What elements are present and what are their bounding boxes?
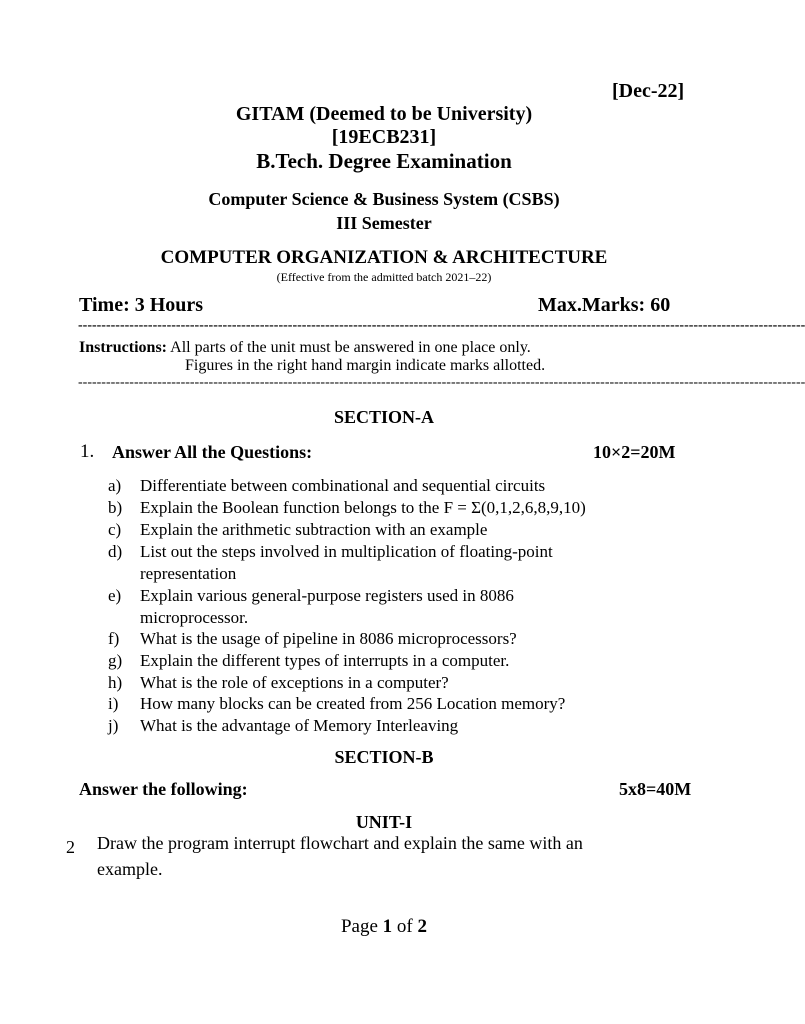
question-label: h): [108, 673, 123, 692]
question-2-line2: example.: [97, 859, 163, 879]
question-label: a): [108, 476, 122, 495]
university-name: GITAM (Deemed to be University): [235, 103, 533, 125]
question-text: Explain various general-purpose registers used in 8086: [140, 586, 514, 605]
question-1-number: 1.: [80, 441, 95, 462]
max-marks: Max.Marks: 60: [538, 294, 671, 316]
unit-title: UNIT-I: [355, 812, 413, 832]
course-code: [19ECB231]: [331, 126, 437, 148]
exam-time: Time: 3 Hours: [79, 294, 204, 316]
question-label: f): [108, 629, 120, 648]
page-number: [0, 916, 768, 938]
question-label: e): [108, 586, 122, 605]
question-label: b): [108, 498, 123, 517]
question-label: d): [108, 542, 123, 561]
page-prefix: Page: [340, 916, 383, 937]
question-2-number: 2: [66, 837, 75, 857]
degree-title: B.Tech. Degree Examination: [256, 149, 512, 173]
question-label: c): [108, 520, 122, 539]
separator-bottom: ------------------------------------------------------------------------------------------------------------------------------------------------------------: [78, 375, 805, 390]
question-item-e: [108, 585, 708, 629]
section-b-title: SECTION-B: [334, 747, 434, 767]
question-label: j): [108, 716, 119, 735]
question-text-continued: representation: [140, 564, 237, 583]
question-text: Explain the arithmetic subtraction with an example: [140, 520, 488, 539]
section-a-title: SECTION-A: [333, 407, 435, 427]
semester: III Semester: [336, 213, 432, 233]
question-text: List out the steps involved in multiplication of floating-point: [140, 542, 553, 561]
question-text: Explain the different types of interrupts in a computer.: [140, 651, 510, 670]
question-text: What is the usage of pipeline in 8086 microprocessors?: [140, 629, 517, 648]
instructions-line1: [79, 339, 531, 357]
question-text: Explain the Boolean function belongs to the F = Σ(0,1,2,6,8,9,10): [140, 498, 586, 517]
question-text: What is the advantage of Memory Interleaving: [140, 716, 459, 735]
question-text: What is the role of exceptions in a computer?: [140, 673, 449, 692]
question-label: i): [108, 694, 119, 713]
question-item-d: [108, 541, 708, 585]
section-b-marks: 5x8=40M: [619, 779, 692, 799]
question-label: g): [108, 651, 123, 670]
question-text-continued: microprocessor.: [140, 608, 249, 627]
question-1-heading: Answer All the Questions:: [112, 442, 313, 462]
page-middle: of: [392, 916, 418, 937]
instructions-label: Instructions:: [79, 339, 168, 356]
question-2-line1: Draw the program interrupt flowchart and explain the same with an: [97, 833, 583, 853]
program-name: Computer Science & Business System (CSBS): [208, 189, 560, 209]
question-text: Differentiate between combinational and sequential circuits: [140, 476, 546, 495]
separator-top: ------------------------------------------------------------------------------------------------------------------------------------------------------------: [78, 318, 805, 333]
page-total: 2: [417, 916, 427, 937]
question-text: How many blocks can be created from 256 Location memory?: [140, 694, 566, 713]
subject-title: COMPUTER ORGANIZATION & ARCHITECTURE: [160, 247, 608, 268]
exam-session: [Dec-22]: [612, 80, 685, 102]
effective-note: (Effective from the admitted batch 2021–22): [276, 270, 492, 284]
section-a-marks: 10×2=20M: [593, 442, 676, 462]
page-current: 1: [382, 916, 393, 937]
instructions-line2: Figures in the right hand margin indicate marks allotted.: [185, 357, 546, 374]
section-b-heading: Answer the following:: [79, 779, 248, 799]
instructions-text1: All parts of the unit must be answered in one place only.: [170, 339, 531, 356]
